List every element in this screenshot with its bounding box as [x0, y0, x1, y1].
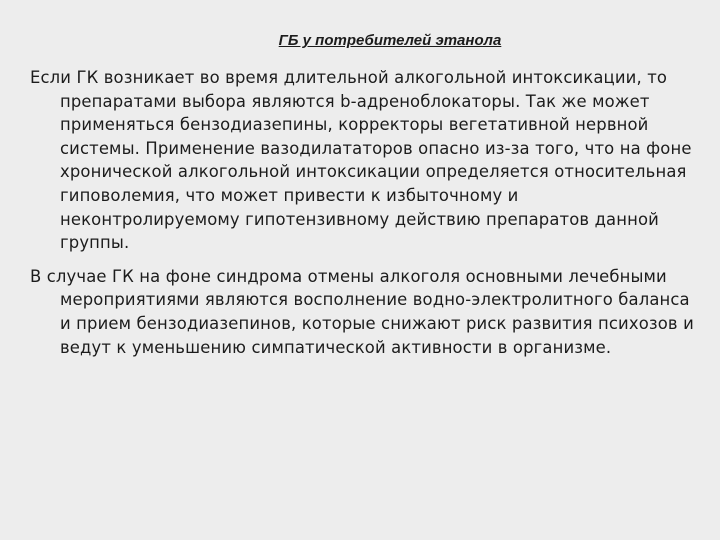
paragraph-alcohol-intoxication: Если ГК возникает во время длительной алкогольной интоксикации, то препаратами выбора являются b-адреноблокаторы. Так же может применяться бензодиазепины, корректоры вегетативной нервной системы. Применение вазодилататоров опасно из-за того, что на фоне хронической алкогольной интоксикации определяется относительная гиповолемия, что может привести к избыточному и неконтролируемому гипотензивному действию препаратов данной группы. [30, 68, 692, 253]
slide-title: ГБ у потребителей этанола [278, 32, 502, 49]
paragraph-withdrawal-syndrome: В случае ГК на фоне синдрома отмены алкоголя основными лечебными мероприятиями являются восполнение водно-электролитного баланса и прием бензодиазепинов, которые снижают риск развития психозов и ведут к уменьшению симпатической активности в организме. [30, 266, 694, 357]
slide-body [30, 66, 700, 369]
